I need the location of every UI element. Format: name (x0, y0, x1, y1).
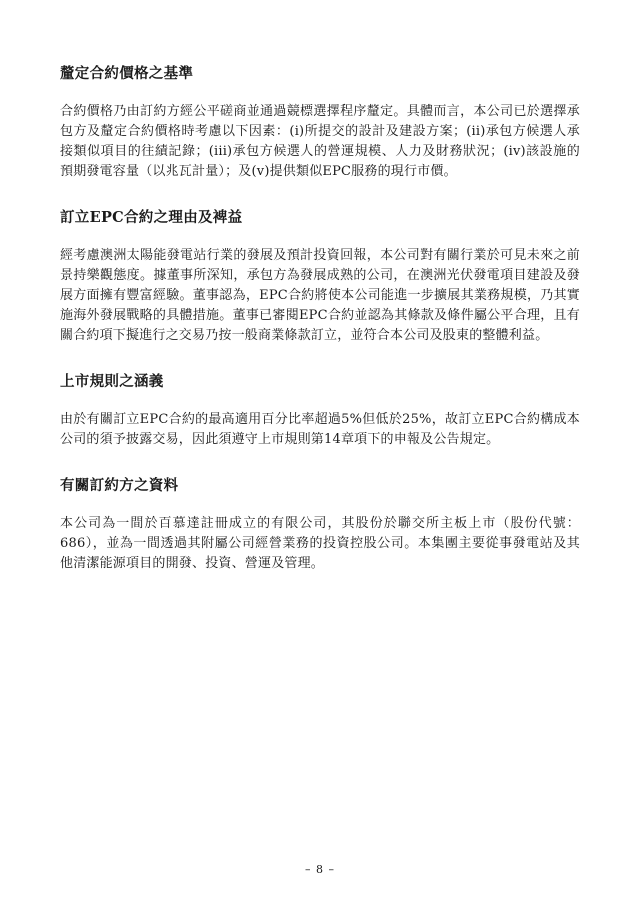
section-heading-parties-info: 有關訂約方之資料 (60, 477, 179, 494)
document-page (60, 52, 580, 574)
section-body-parties-info: 本公司為一間於百慕達註冊成立的有限公司，其股份於聯交所主板上市（股份代號：686），並為一間透過其附屬公司經營業務的投資控股公司。本集團主要從事發電站及其他清潔能源項目的開發、投資、營運及管理。 (60, 516, 580, 571)
section-heading-reasons-benefits: 訂立EPC合約之理由及裨益 (60, 209, 243, 226)
section-heading-listing-rules: 上市規則之涵義 (60, 373, 164, 390)
section-body-reasons-benefits: 經考慮澳洲太陽能發電站行業的發展及預計投資回報，本公司對有關行業於可見未來之前景持樂觀態度。據董事所深知，承包方為發展成熟的公司，在澳洲光伏發電項目建設及發展方面擁有豐富經驗。董事認為，EPC合約將使本公司能進一步擴展其業務規模，乃其實施海外發展戰略的具體措施。董事已審閱EPC合約並認為其條款及條件屬公平合理，且有關合約項下擬進行之交易乃按一般商業條款訂立，並符合本公司及股東的整體利益。 (60, 248, 580, 343)
section-heading-contract-price-basis: 釐定合約價格之基準 (60, 65, 194, 82)
section-body-listing-rules: 由於有關訂立EPC合約的最高適用百分比率超過5%但低於25%，故訂立EPC合約構成本公司的須予披露交易，因此須遵守上市規則第14章項下的申報及公告規定。 (60, 412, 580, 447)
page-number: – 8 – (305, 863, 335, 876)
section-body-contract-price-basis: 合約價格乃由訂約方經公平磋商並通過競標選擇程序釐定。具體而言，本公司已於選擇承包方及釐定合約價格時考慮以下因素：(i)所提交的設計及建設方案；(ii)承包方候選人承接類似項目的往績記錄；(iii)承包方候選人的營運規模、人力及財務狀況；(iv)該設施的預期發電容量（以兆瓦計量）；及(v)提供類似EPC服務的現行市價。 (60, 104, 580, 179)
